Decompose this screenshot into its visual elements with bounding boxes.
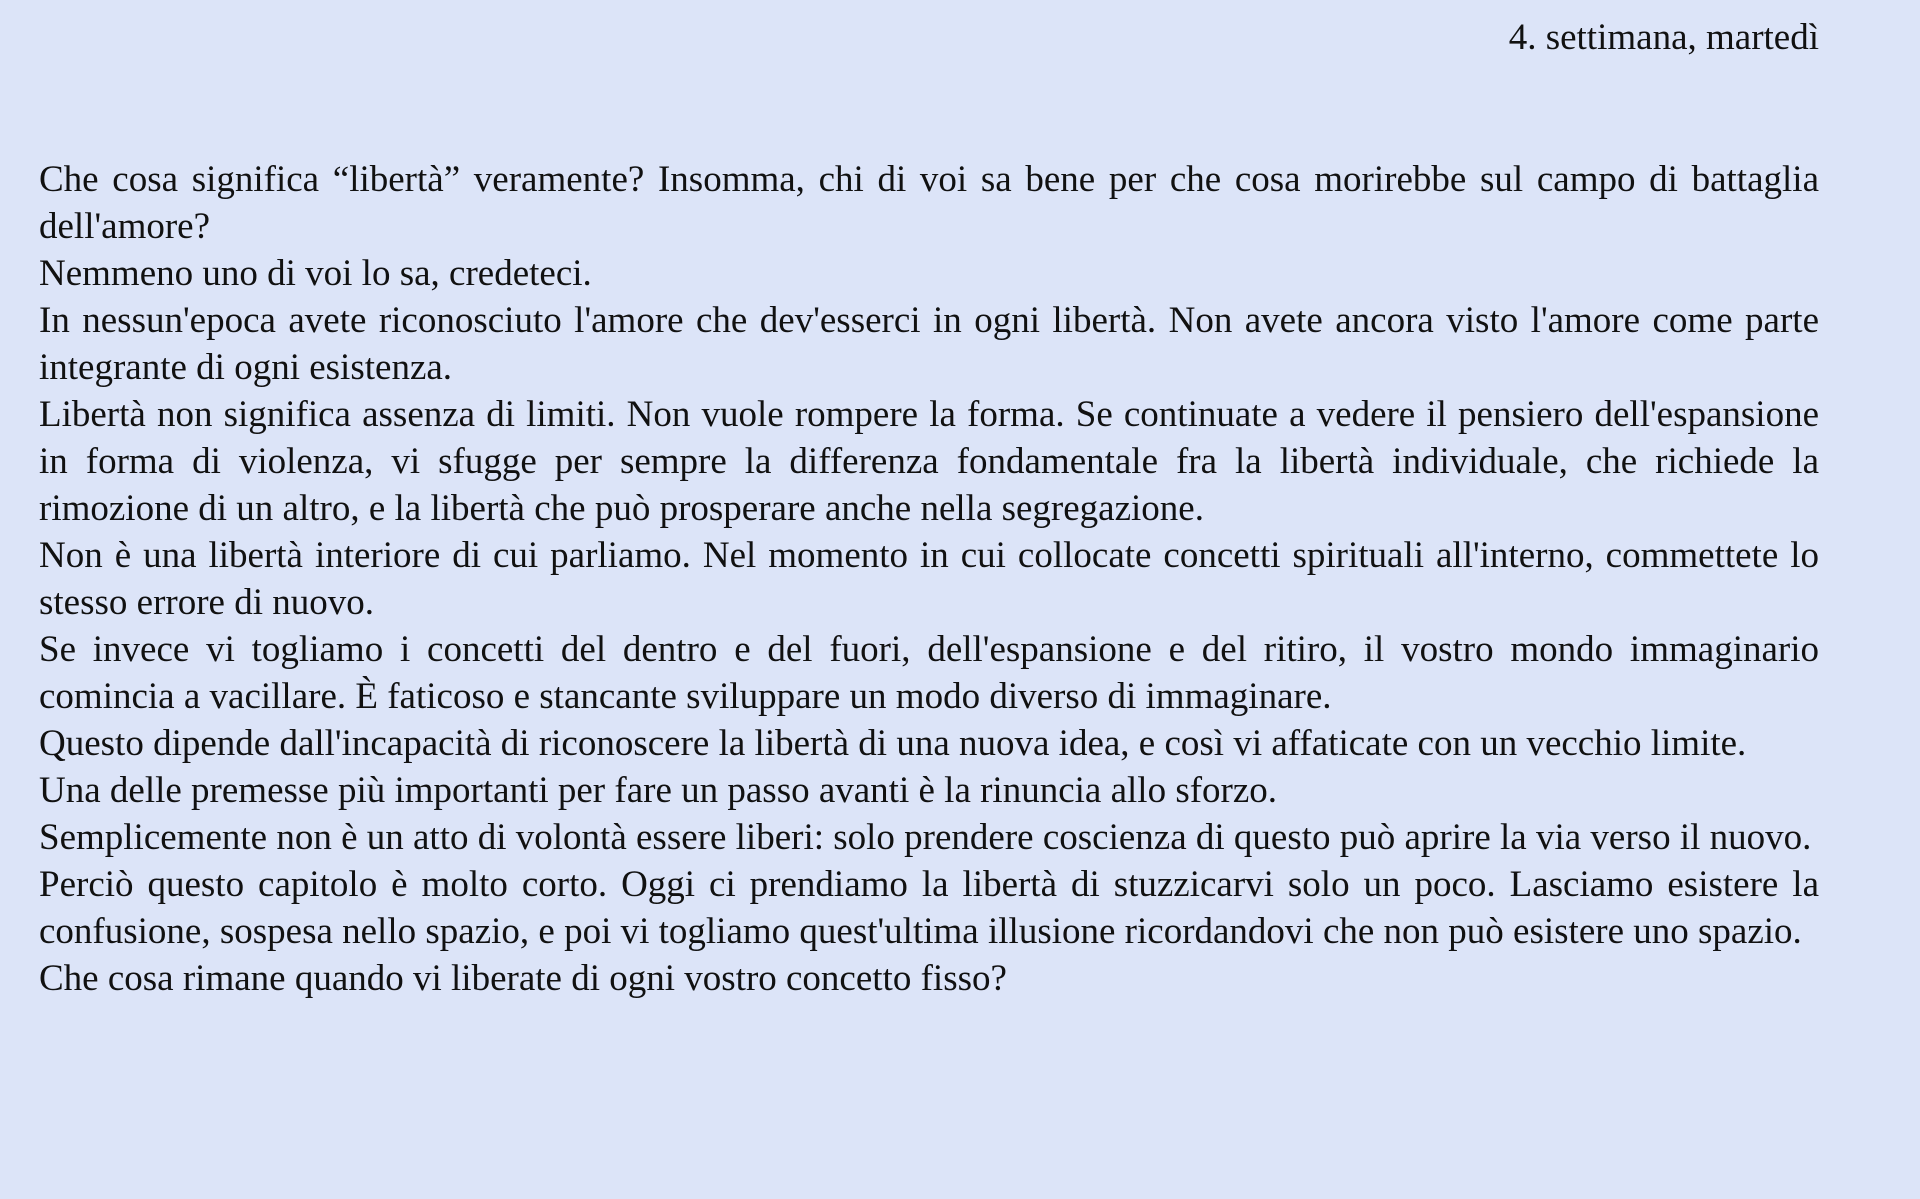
- paragraph-7: Questo dipende dall'incapacità di riconoscere la libertà di una nuova idea, e così vi affaticate con un vecchio limite.: [39, 723, 1747, 764]
- paragraph-2: Nemmeno uno di voi lo sa, credeteci.: [39, 253, 592, 294]
- paragraph-3: In nessun'epoca avete riconosciuto l'amore che dev'esserci in ogni libertà. Non avete ancora visto l'amore come parte integrante di ogni esistenza.: [39, 300, 1819, 388]
- date-header: 4. settimana, martedì: [1508, 17, 1819, 58]
- document-body: [39, 156, 1819, 1002]
- paragraph-9: Semplicemente non è un atto di volontà essere liberi: solo prendere coscienza di questo può aprire la via verso il nuovo.: [39, 817, 1812, 858]
- paragraph-5: Non è una libertà interiore di cui parliamo. Nel momento in cui collocate concetti spirituali all'interno, commettete lo stesso errore di nuovo.: [39, 535, 1819, 623]
- paragraph-11: Che cosa rimane quando vi liberate di ogni vostro concetto fisso?: [39, 958, 1007, 999]
- paragraph-10: Perciò questo capitolo è molto corto. Oggi ci prendiamo la libertà di stuzzicarvi solo un poco. Lasciamo esistere la confusione, sospesa nello spazio, e poi vi togliamo quest'ultima illusione ricordandovi che non può esistere uno spazio.: [39, 864, 1819, 952]
- paragraph-6: Se invece vi togliamo i concetti del dentro e del fuori, dell'espansione e del ritiro, il vostro mondo immaginario comincia a vacillare. È faticoso e stancante sviluppare un modo diverso di immaginare.: [39, 629, 1819, 717]
- document-page: [39, 0, 1819, 1199]
- paragraph-1: Che cosa significa “libertà” veramente? Insomma, chi di voi sa bene per che cosa morirebbe sul campo di battaglia dell'amore?: [39, 159, 1819, 247]
- paragraph-4: Libertà non significa assenza di limiti. Non vuole rompere la forma. Se continuate a vedere il pensiero dell'espansione in forma di violenza, vi sfugge per sempre la differenza fondamentale fra la libertà individuale, che richiede la rimozione di un altro, e la libertà che può prosperare anche nella segregazione.: [39, 394, 1819, 529]
- paragraph-8: Una delle premesse più importanti per fare un passo avanti è la rinuncia allo sforzo.: [39, 770, 1278, 811]
